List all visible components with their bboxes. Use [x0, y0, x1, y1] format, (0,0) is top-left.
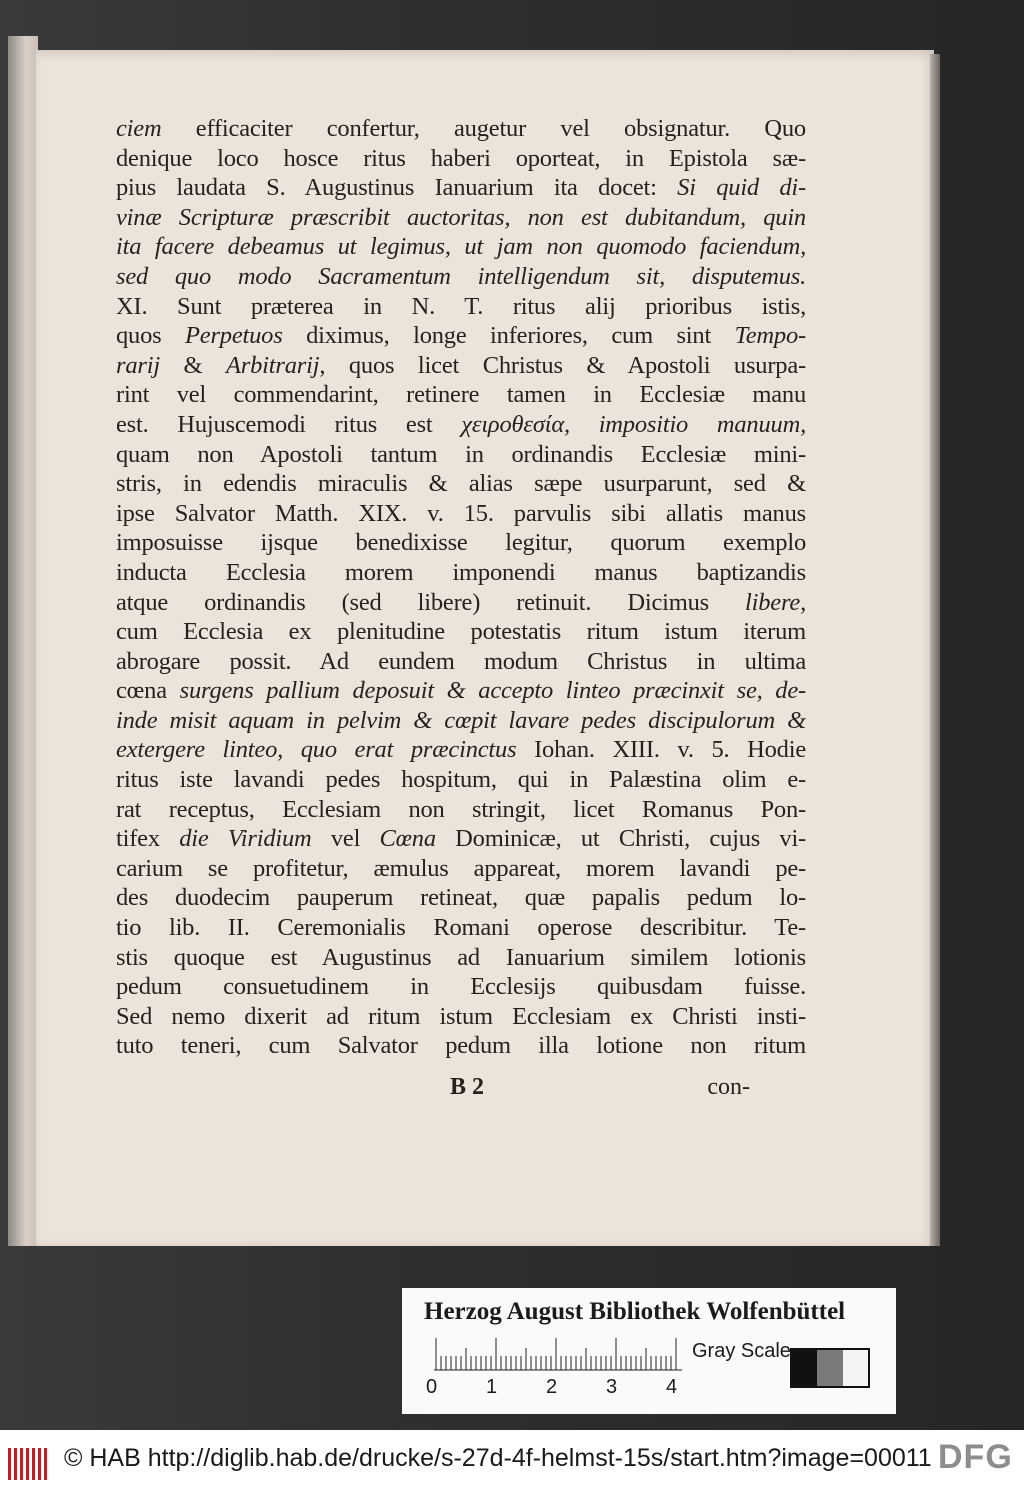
text-run: sed quo modo Sacramentum intelligendum sit, disputemus.: [116, 262, 806, 290]
text-line: [116, 943, 806, 973]
text-line: [116, 706, 806, 736]
text-run: die Viridium: [179, 825, 312, 853]
hab-bar: [14, 1448, 17, 1480]
text-run: est. Hujuscemodi ritus est: [116, 410, 462, 438]
text-line: [116, 735, 806, 765]
text-line: [116, 588, 806, 618]
text-line: [116, 380, 806, 410]
library-name: Herzog August Bibliothek Wolfenbüttel: [424, 1298, 846, 1325]
text-run: inducta Ecclesia morem imponendi manus baptizandis: [116, 558, 806, 586]
ruler-number: 0: [426, 1376, 438, 1398]
text-run: diximus, longe inferiores, cum sint: [282, 322, 735, 350]
text-line: [116, 114, 806, 144]
text-run: ciem: [116, 115, 162, 142]
text-line: [116, 883, 806, 913]
text-line: [116, 647, 806, 677]
text-run: ita facere debeamus ut legimus, ut jam non quomodo faciendum,: [116, 233, 806, 261]
text-run: extergere linteo, quo erat præcinctus: [116, 736, 517, 764]
page-right-edge: [930, 54, 940, 1246]
text-run: libere,: [745, 588, 806, 616]
viewer-footer-bar: [0, 1430, 1024, 1495]
text-run: quam non Apostoli tantum in ordinandis Ecclesiæ mini-: [116, 440, 806, 468]
text-line: [116, 292, 806, 322]
text-run: tifex: [116, 825, 180, 853]
library-color-label: [402, 1288, 896, 1414]
text-line: [116, 262, 806, 292]
ruler-number: 3: [606, 1376, 618, 1398]
text-run: des duodecim pauperum retineat, quæ papalis pedum lo-: [116, 884, 806, 912]
ruler-scale: [434, 1338, 684, 1372]
text-line: [116, 410, 806, 440]
text-run: cum Ecclesia ex plenitudine potestatis ritum istum iterum: [116, 618, 806, 646]
text-run: rat receptus, Ecclesiam non stringit, licet Romanus Pon-: [116, 795, 806, 823]
ruler-number: 2: [546, 1376, 558, 1398]
previous-page-edge: [8, 36, 38, 1246]
text-run: &: [159, 351, 227, 379]
page-footer: [116, 1074, 806, 1104]
text-run: stris, in edendis miraculis & alias sæpe usurparunt, sed &: [116, 470, 806, 498]
text-run: Tempo-: [734, 322, 806, 350]
text-run: tuto teneri, cum Salvator pedum illa lotione non ritum: [116, 1032, 806, 1060]
text-run: Cœna: [379, 825, 436, 853]
book-page: [36, 50, 934, 1246]
text-run: abrogare possit. Ad eundem modum Christus in ultima: [116, 647, 806, 675]
gray-swatch: [843, 1350, 868, 1386]
hab-bar: [20, 1448, 23, 1480]
text-line: [116, 528, 806, 558]
text-run: χειροθεσία, impositio manuum,: [461, 410, 806, 438]
text-line: [116, 676, 806, 706]
text-run: denique loco hosce ritus haberi oporteat, in Epistola sæ-: [116, 144, 806, 172]
text-line: [116, 1031, 806, 1061]
gray-scale-label: Gray Scale: [692, 1340, 791, 1362]
permalink-url[interactable]: © HAB http://diglib.hab.de/drucke/s-27d-4f-helmst-15s/start.htm?image=00011: [64, 1444, 932, 1472]
ruler-ticks: [434, 1338, 684, 1372]
text-run: stis quoque est Augustinus ad Ianuarium similem lotionis: [116, 943, 806, 971]
text-line: [116, 440, 806, 470]
gray-scale-swatches: [790, 1348, 870, 1388]
ruler-number: 4: [666, 1376, 678, 1398]
hab-bar: [32, 1448, 35, 1480]
text-line: [116, 617, 806, 647]
text-line: [116, 558, 806, 588]
text-run: Iohan. XIII. v. 5. Hodie: [516, 736, 806, 764]
text-run: vel: [311, 825, 380, 853]
text-run: tio lib. II. Ceremonialis Romani operose describitur. Te-: [116, 914, 806, 942]
text-run: rint vel commendarint, retinere tamen in Ecclesiæ manu: [116, 381, 806, 409]
text-run: surgens pallium deposuit & accepto linteo præcinxit se, de-: [179, 677, 806, 705]
text-run: ritus iste lavandi pedes hospitum, qui in Palæstina olim e-: [116, 766, 806, 794]
text-line: [116, 144, 806, 174]
text-run: rarij: [116, 351, 160, 379]
text-run: XI. Sunt præterea in N. T. ritus alij prioribus istis,: [116, 292, 806, 320]
dfg-logo: DFG: [938, 1438, 1013, 1476]
text-run: pedum consuetudinem in Ecclesijs quibusdam fuisse.: [116, 973, 806, 1001]
ruler-number: 1: [486, 1376, 498, 1398]
text-line: [116, 232, 806, 262]
hab-bar: [44, 1448, 47, 1480]
text-line: [116, 913, 806, 943]
hab-bar: [8, 1448, 11, 1480]
text-line: [116, 469, 806, 499]
text-run: quos: [116, 322, 186, 350]
text-line: [116, 321, 806, 351]
text-run: efficaciter confertur, augetur vel obsignatur. Quo: [161, 115, 806, 142]
signature-mark: B 2: [450, 1074, 485, 1100]
text-run: atque ordinandis (sed libere) retinuit. Dicimus: [116, 588, 746, 616]
hab-bar: [38, 1448, 41, 1480]
text-run: , quos licet Christus & Apostoli usurpa-: [319, 351, 806, 379]
text-run: pius laudata S. Augustinus Ianuarium ita docet:: [116, 174, 678, 202]
text-line: [116, 173, 806, 203]
hab-bars-icon[interactable]: [6, 1444, 50, 1484]
text-run: Dominicæ, ut Christi, cujus vi-: [435, 825, 807, 853]
text-line: [116, 1002, 806, 1032]
text-run: Perpetuos: [185, 322, 283, 350]
gray-swatch: [817, 1350, 842, 1386]
ruler-numbers: [426, 1376, 696, 1398]
text-line: [116, 972, 806, 1002]
text-run: inde misit aquam in pelvim & cœpit lavare pedes discipulorum &: [116, 706, 806, 734]
hab-bar: [26, 1448, 29, 1480]
text-run: Arbitrarij: [226, 351, 320, 379]
text-line: [116, 351, 806, 381]
text-run: carium se profitetur, æmulus appareat, morem lavandi pe-: [116, 854, 806, 882]
text-line: [116, 203, 806, 233]
text-line: [116, 854, 806, 884]
text-line: [116, 499, 806, 529]
text-line: [116, 765, 806, 795]
text-run: Sed nemo dixerit ad ritum istum Ecclesiam ex Christi insti-: [116, 1002, 806, 1030]
text-run: vinæ Scripturæ præscribit auctoritas, non est dubitandum, quin: [116, 203, 806, 231]
catchword: con-: [707, 1074, 750, 1100]
text-run: ipse Salvator Matth. XIX. v. 15. parvulis sibi allatis manus: [116, 499, 806, 527]
page-text: [116, 114, 806, 1061]
text-line: [116, 795, 806, 825]
text-run: Si quid di-: [677, 174, 806, 202]
text-line: [116, 824, 806, 854]
text-run: imposuisse ijsque benedixisse legitur, quorum exemplo: [116, 529, 806, 557]
gray-swatch: [792, 1350, 817, 1386]
text-run: cœna: [116, 677, 180, 705]
